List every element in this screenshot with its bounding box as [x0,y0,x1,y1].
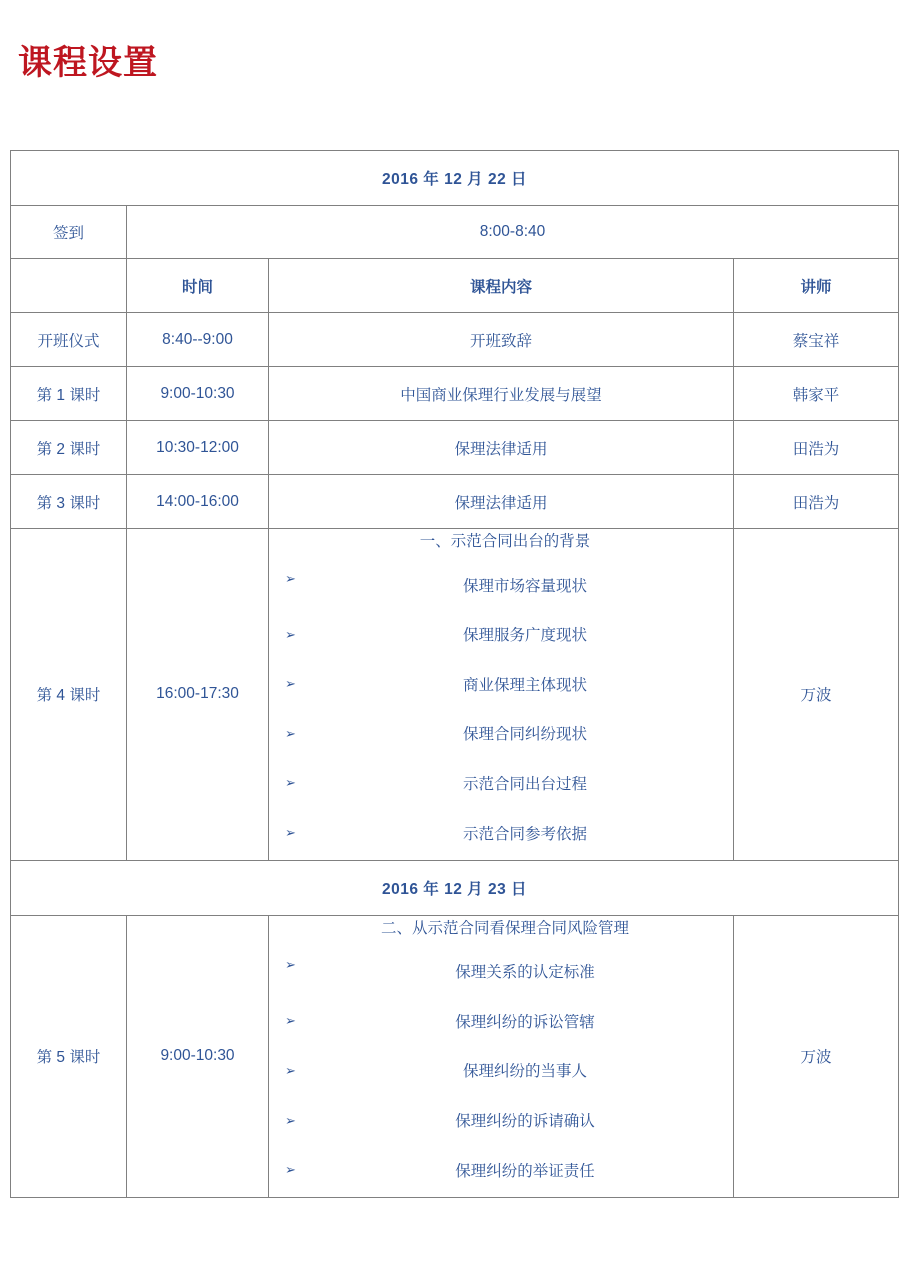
list-item [269,810,733,860]
content-bullet-list [269,556,733,860]
content-bullet-list [269,942,733,1196]
bullet-arrow-icon: ➢ [285,725,296,741]
list-item-label: 保理服务广度现状 [462,627,587,645]
list-item [269,556,733,612]
session-content: 中国商业保理行业发展与展望 [269,367,734,421]
list-item-label: 示范合同参考依据 [462,825,587,843]
session-time: 9:00-10:30 [127,367,269,421]
session-content: 保理法律适用 [269,475,734,529]
date-banner-day1: 2016 年 12 月 22 日 [11,151,899,206]
table-header-row [11,259,899,313]
list-item-label: 保理市场容量现状 [462,577,587,595]
session-teacher: 田浩为 [734,475,899,529]
list-item [269,1048,733,1098]
list-item-label: 保理关系的认定标准 [455,964,595,982]
session-label: 开班仪式 [11,313,127,367]
list-item-label: 保理纠纷的当事人 [462,1063,587,1081]
list-item-label: 保理纠纷的诉请确认 [455,1113,595,1131]
session-label: 第 1 课时 [11,367,127,421]
content-heading: 一、示范合同出台的背景 [419,533,591,550]
session-teacher: 蔡宝祥 [734,313,899,367]
list-item [269,942,733,998]
session-content [269,915,734,1197]
table-row [11,421,899,475]
session-teacher: 万波 [734,915,899,1197]
session-time: 10:30-12:00 [127,421,269,475]
list-item-label: 商业保理主体现状 [462,676,587,694]
list-item [269,711,733,761]
list-item [269,612,733,662]
list-item [269,1098,733,1148]
session-time: 14:00-16:00 [127,475,269,529]
bullet-arrow-icon: ➢ [285,775,296,791]
bullet-arrow-icon: ➢ [285,957,296,973]
session-label: 第 5 课时 [11,915,127,1197]
page-title: 课程设置 [18,45,158,82]
session-teacher: 田浩为 [734,421,899,475]
session-teacher: 韩家平 [734,367,899,421]
bullet-arrow-icon: ➢ [285,825,296,841]
list-item-label: 保理纠纷的举证责任 [455,1162,595,1180]
table-row [11,313,899,367]
list-item [269,998,733,1048]
list-item [269,1147,733,1197]
course-schedule-table [10,150,899,1198]
bullet-arrow-icon: ➢ [285,626,296,642]
session-teacher: 万波 [734,529,899,861]
signin-label: 签到 [11,206,127,259]
session-content: 保理法律适用 [269,421,734,475]
column-header-content: 课程内容 [269,259,734,313]
bullet-arrow-icon: ➢ [285,570,296,586]
course-schedule-container [10,150,898,1198]
table-row [11,475,899,529]
column-header-teacher: 讲师 [734,259,899,313]
column-header-time: 时间 [127,259,269,313]
table-row [11,206,899,259]
session-label: 第 2 课时 [11,421,127,475]
session-time: 16:00-17:30 [127,529,269,861]
bullet-arrow-icon: ➢ [285,1013,296,1029]
session-content: 开班致辞 [269,313,734,367]
bullet-arrow-icon: ➢ [285,1162,296,1178]
session-label: 第 4 课时 [11,529,127,861]
column-header-session [11,259,127,313]
date-banner-day2: 2016 年 12 月 23 日 [11,860,899,915]
table-row [11,151,899,206]
bullet-arrow-icon: ➢ [285,1112,296,1128]
table-row [11,367,899,421]
session-label: 第 3 课时 [11,475,127,529]
table-row [11,915,899,1197]
bullet-arrow-icon: ➢ [285,676,296,692]
list-item [269,760,733,810]
list-item-label: 保理合同纠纷现状 [462,726,587,744]
table-row [11,529,899,861]
list-item [269,661,733,711]
table-row [11,860,899,915]
list-item-label: 示范合同出台过程 [462,775,587,793]
session-time: 9:00-10:30 [127,915,269,1197]
bullet-arrow-icon: ➢ [285,1062,296,1078]
signin-time: 8:00-8:40 [127,206,899,259]
content-heading: 二、从示范合同看保理合同风险管理 [380,919,629,937]
session-time: 8:40--9:00 [127,313,269,367]
session-content [269,529,734,861]
list-item-label: 保理纠纷的诉讼管辖 [455,1013,595,1031]
